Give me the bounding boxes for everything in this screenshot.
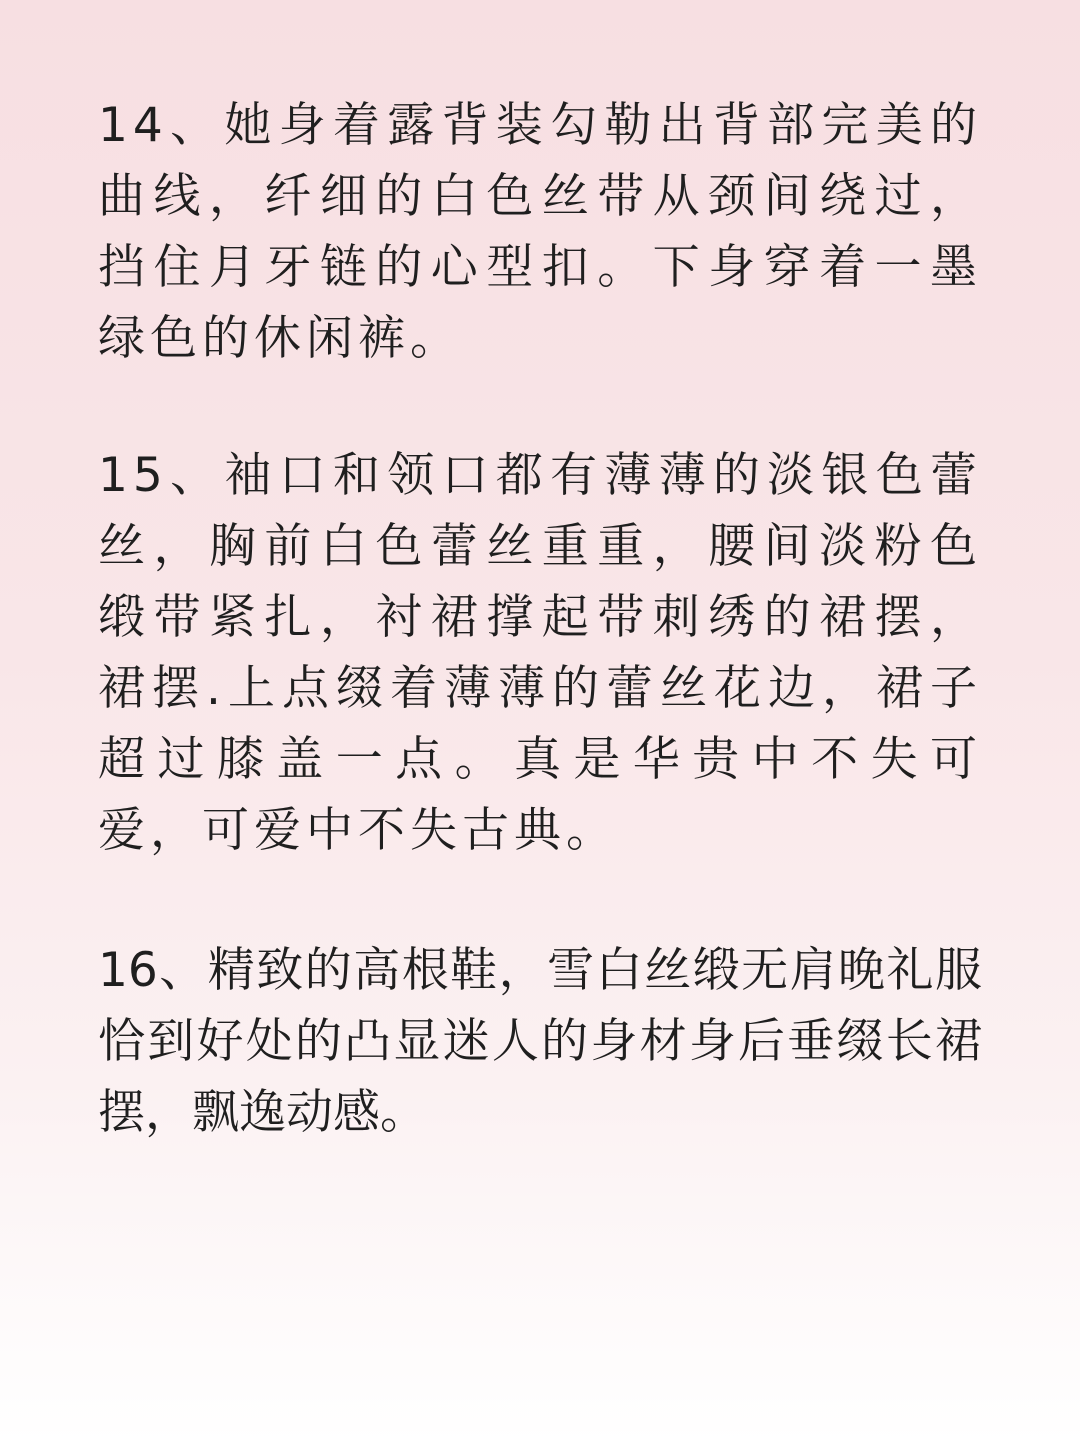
- paragraph-line: 恰到好处的凸显迷人的身材身后垂缀长裙: [98, 1014, 982, 1069]
- paragraph-line: 14、她身着露背装勾勒出背部完美的: [98, 98, 982, 153]
- paragraph-line: 曲线，纤细的白色丝带从颈间绕过，: [98, 169, 982, 224]
- paragraph-line: 丝，胸前白色蕾丝重重，腰间淡粉色: [98, 519, 982, 574]
- paragraph-line: 爱，可爱中不失古典。: [98, 803, 618, 858]
- paragraph-line: 裙摆.上点缀着薄薄的蕾丝花边，裙子: [98, 661, 982, 716]
- paragraph-line: 绿色的休闲裤。: [98, 311, 462, 366]
- paragraph-16: [98, 935, 982, 1148]
- paragraph-line: 缎带紧扎，衬裙撑起带刺绣的裙摆，: [98, 590, 982, 645]
- paragraph-line: 15、袖口和领口都有薄薄的淡银色蕾: [98, 448, 982, 503]
- paragraph-15: [98, 440, 982, 866]
- paragraph-line: 16、精致的高根鞋，雪白丝缎无肩晚礼服: [98, 943, 982, 998]
- paragraph-line: 挡住月牙链的心型扣。下身穿着一墨: [98, 240, 982, 295]
- paragraph-line: 摆，飘逸动感。: [98, 1085, 427, 1140]
- paragraph-line: 超过膝盖一点。真是华贵中不失可: [98, 732, 982, 787]
- paragraph-14: [98, 90, 982, 374]
